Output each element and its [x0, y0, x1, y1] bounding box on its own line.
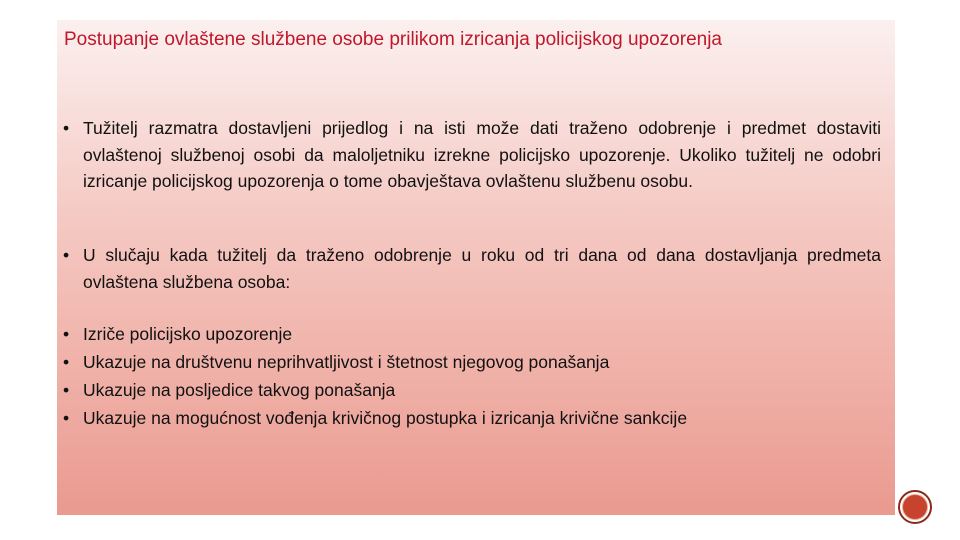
paragraph-approval-case: [57, 242, 881, 295]
list-item: [57, 320, 881, 348]
bullet-marker: •: [63, 245, 70, 265]
list-item-text: Izriče policijsko upozorenje: [83, 324, 293, 344]
bullet-marker: •: [63, 324, 70, 344]
list-item: [57, 376, 881, 404]
paragraph-prosecutor-review: [57, 115, 881, 195]
slide-title: Postupanje ovlaštene službene osobe prilikom izricanja policijskog upozorenja: [64, 29, 722, 50]
officer-actions-list: [57, 320, 881, 432]
bullet-marker: •: [63, 380, 70, 400]
list-item: [57, 404, 881, 432]
slide-content-panel: [57, 20, 895, 515]
paragraph-text: U slučaju kada tužitelj da traženo odobrenje u roku od tri dana od dana dostavljanja predmeta ovlaštena službena osoba:: [83, 245, 881, 292]
list-item: [57, 348, 881, 376]
list-item-text: Ukazuje na društvenu neprihvatljivost i štetnost njegovog ponašanja: [83, 352, 610, 372]
list-item-text: Ukazuje na posljedice takvog ponašanja: [83, 380, 396, 400]
page-badge-inner: [902, 494, 928, 520]
list-item-text: Ukazuje na mogućnost vođenja krivičnog postupka i izricanja krivične sankcije: [83, 408, 688, 428]
bullet-marker: •: [63, 352, 70, 372]
paragraph-text: Tužitelj razmatra dostavljeni prijedlog i na isti može dati traženo odobrenje i predmet dostaviti ovlaštenoj službenoj osobi da maloljetniku izrekne policijsko upozorenje. Ukoliko tužitelj ne odobri izricanje policijskog upozorenja o tome obavještava ovlaštenu službenu osobu.: [83, 118, 881, 191]
bullet-marker: •: [63, 118, 70, 138]
bullet-marker: •: [63, 408, 70, 428]
page-badge-icon: [898, 490, 932, 524]
